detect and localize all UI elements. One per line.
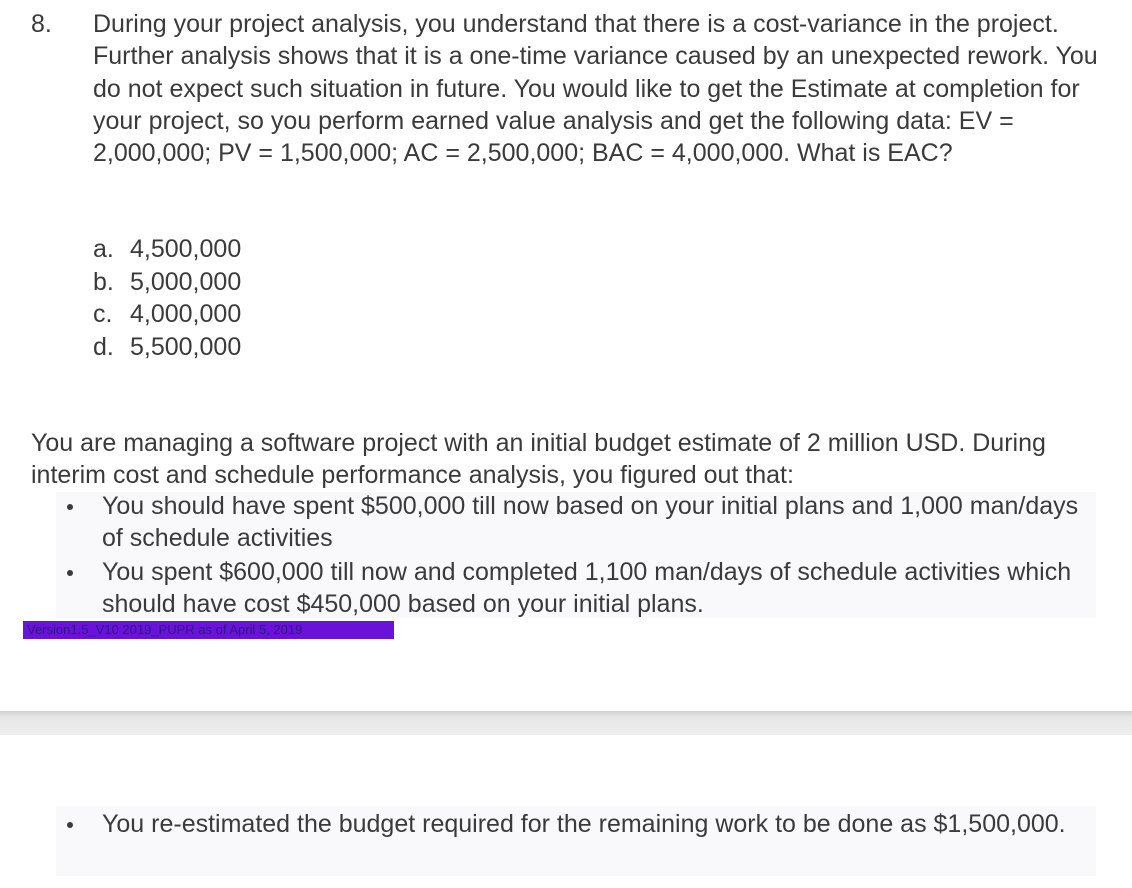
scenario-intro: You are managing a software project with an initial budget estimate of 2 million USD. During interim cost and schedule performance analysis, you figured out that:	[31, 429, 1046, 490]
answer-options	[93, 233, 241, 363]
option-value: 5,000,000	[130, 267, 242, 296]
option-value: 5,500,000	[130, 332, 242, 361]
scenario-bullet-list	[56, 490, 1086, 621]
bullet-icon	[67, 504, 73, 510]
option-letter: d.	[93, 332, 114, 361]
option-c	[93, 298, 241, 331]
option-a	[93, 233, 241, 266]
scenario-bullet	[56, 490, 1086, 555]
option-d	[93, 331, 241, 364]
bullet-text: You spent $600,000 till now and completed 1,100 man/days of schedule activities which should have cost $450,000 based on your initial plans.	[102, 557, 1072, 618]
version-stamp: Version1.5_V10 2019_PUPR as of April 5, 2019	[23, 621, 394, 639]
option-letter: b.	[93, 267, 114, 296]
option-value: 4,000,000	[130, 300, 242, 328]
option-b	[93, 266, 241, 299]
bullet-icon	[67, 822, 73, 828]
question-text: During your project analysis, you understand that there is a cost-variance in the project. Further analysis shows that it is a one-time variance caused by an unexpected rework. You do not expect such situation in future. You would like to get the Estimate at completion for your project, so you perform earned value analysis and get the following data: EV = 2,000,000; PV = 1,500,000; AC = 2,500,000; BAC = 4,000,000. What is EAC?	[93, 10, 1098, 168]
page-divider	[0, 711, 1132, 735]
bullet-text: You re-estimated the budget required for the remaining work to be done as $1,500,000.	[102, 810, 1066, 838]
option-letter: a.	[93, 235, 114, 263]
next-page-bullet-list	[56, 808, 1086, 840]
option-value: 4,500,000	[130, 235, 242, 263]
question-number: 8.	[31, 10, 52, 38]
option-letter: c.	[93, 300, 113, 328]
scenario-bullet	[56, 808, 1086, 840]
bullet-icon	[67, 570, 73, 576]
bullet-text: You should have spent $500,000 till now based on your initial plans and 1,000 man/days of schedule activities	[102, 492, 1079, 553]
scenario-bullet	[56, 556, 1086, 621]
